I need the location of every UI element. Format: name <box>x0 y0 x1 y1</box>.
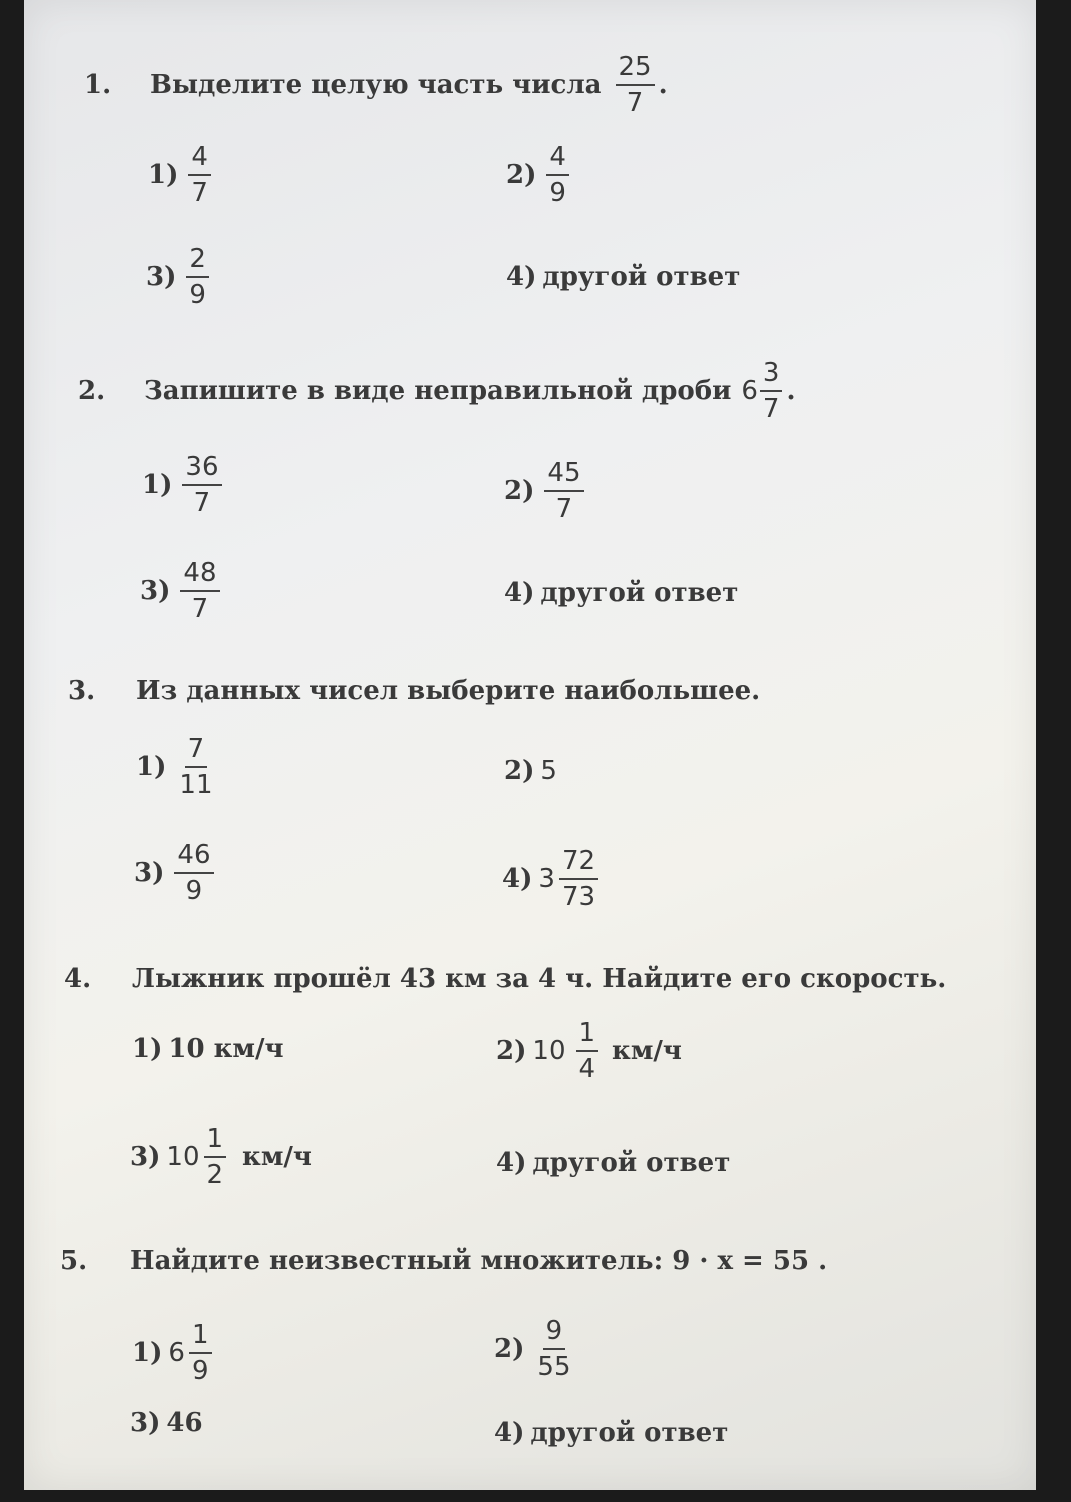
option-3-3[interactable] <box>134 838 218 908</box>
option-label: 4) <box>494 1418 525 1448</box>
option-label: 4) <box>504 578 535 608</box>
denominator: 7 <box>193 488 211 518</box>
question-number: 3. <box>68 676 96 706</box>
option-2-3[interactable] <box>140 556 224 626</box>
option-1-3[interactable] <box>146 242 213 312</box>
question-3-text: Из данных чисел выберите наибольшее. <box>136 676 761 706</box>
option-label: 3) <box>130 1408 161 1438</box>
option-unit: км/ч <box>242 1142 312 1172</box>
option-label: 2) <box>496 1036 527 1066</box>
numerator: 48 <box>180 556 219 592</box>
option-4-3[interactable] <box>130 1122 312 1192</box>
option-2-4[interactable] <box>504 578 738 608</box>
option-fraction <box>174 838 213 908</box>
option-fraction <box>176 732 215 802</box>
option-fraction <box>186 242 209 312</box>
denominator: 2 <box>206 1160 224 1190</box>
denominator: 9 <box>549 178 566 208</box>
option-label: 1) <box>132 1034 163 1064</box>
option-label: 3) <box>134 858 165 888</box>
numerator: 46 <box>174 838 213 874</box>
option-3-4[interactable] <box>502 844 602 914</box>
numerator: 3 <box>760 356 783 392</box>
numerator: 36 <box>182 450 221 486</box>
denominator: 4 <box>578 1054 596 1084</box>
numerator: 4 <box>546 140 569 176</box>
option-1-4[interactable] <box>506 262 740 292</box>
option-fraction <box>576 1016 599 1086</box>
option-label: 1) <box>136 752 167 782</box>
option-fraction <box>188 140 211 210</box>
option-label: 2) <box>504 756 535 786</box>
denominator: 73 <box>561 882 596 912</box>
question-1 <box>150 50 668 120</box>
question-2 <box>144 356 796 426</box>
option-1-1[interactable] <box>148 140 215 210</box>
mixed-whole: 6 <box>168 1338 185 1368</box>
option-label: 3) <box>140 576 171 606</box>
option-4-1[interactable] <box>132 1034 284 1064</box>
question-number: 2. <box>78 376 106 406</box>
option-label: 2) <box>494 1334 525 1364</box>
option-fraction <box>182 450 221 520</box>
option-label: 4) <box>496 1148 527 1178</box>
question-number: 1. <box>84 70 112 100</box>
period: . <box>786 376 796 406</box>
denominator: 7 <box>191 594 209 624</box>
denominator: 7 <box>762 394 780 424</box>
mixed-whole: 10 <box>166 1142 200 1172</box>
mixed-whole: 6 <box>741 376 758 406</box>
question-text: Выделите целую часть числа <box>150 70 602 100</box>
option-fraction <box>546 140 569 210</box>
numerator: 9 <box>543 1314 566 1350</box>
option-5-3[interactable] <box>130 1408 203 1438</box>
mixed-whole: 3 <box>538 864 555 894</box>
option-label: 2) <box>506 160 537 190</box>
option-label: 1) <box>132 1338 163 1368</box>
option-5-4[interactable] <box>494 1418 728 1448</box>
option-label: 3) <box>146 262 177 292</box>
numerator: 72 <box>559 844 598 880</box>
question-number: 4. <box>64 964 92 994</box>
option-text: 10 км/ч <box>168 1034 284 1064</box>
option-2-1[interactable] <box>142 450 226 520</box>
numerator: 1 <box>189 1318 212 1354</box>
option-1-2[interactable] <box>506 140 573 210</box>
denominator: 7 <box>191 178 208 208</box>
option-label: 1) <box>142 470 173 500</box>
denominator: 55 <box>537 1352 571 1382</box>
period: . <box>658 70 668 100</box>
option-fraction <box>544 456 583 526</box>
numerator: 25 <box>616 50 655 86</box>
question-number: 5. <box>60 1246 88 1276</box>
option-fraction <box>189 1318 212 1388</box>
option-4-2[interactable] <box>496 1016 682 1086</box>
denominator: 7 <box>626 88 644 118</box>
question-fraction <box>760 356 783 426</box>
option-3-1[interactable] <box>136 732 220 802</box>
option-4-4[interactable] <box>496 1148 730 1178</box>
option-text: 5 <box>540 756 557 786</box>
option-fraction <box>204 1122 227 1192</box>
numerator: 1 <box>576 1016 599 1052</box>
numerator: 45 <box>544 456 583 492</box>
question-text: Запишите в виде неправильной дроби <box>144 376 732 406</box>
option-3-2[interactable] <box>504 756 557 786</box>
numerator: 2 <box>186 242 209 278</box>
denominator: 9 <box>191 1356 209 1386</box>
option-text: 46 <box>166 1408 203 1438</box>
option-label: 4) <box>506 262 537 292</box>
option-fraction <box>180 556 219 626</box>
option-label: 2) <box>504 476 535 506</box>
option-label: 1) <box>148 160 179 190</box>
option-fraction <box>534 1314 573 1384</box>
option-2-2[interactable] <box>504 456 588 526</box>
option-text: другой ответ <box>542 262 741 292</box>
numerator: 1 <box>204 1122 227 1158</box>
option-5-1[interactable] <box>132 1318 216 1388</box>
option-text: другой ответ <box>540 578 739 608</box>
option-unit: км/ч <box>612 1036 682 1066</box>
denominator: 9 <box>189 280 206 310</box>
denominator: 11 <box>179 770 213 800</box>
option-fraction <box>559 844 598 914</box>
numerator: 4 <box>188 140 211 176</box>
numerator: 7 <box>185 732 208 768</box>
worksheet-page <box>24 0 1036 1490</box>
option-text: другой ответ <box>532 1148 731 1178</box>
denominator: 9 <box>185 876 203 906</box>
question-5-text: Найдите неизвестный множитель: 9 · x = 55 . <box>130 1246 828 1276</box>
question-4-text: Лыжник прошёл 43 км за 4 ч. Найдите его скорость. <box>132 964 947 994</box>
option-text: другой ответ <box>530 1418 729 1448</box>
mixed-whole: 10 <box>532 1036 566 1066</box>
option-label: 3) <box>130 1142 161 1172</box>
option-5-2[interactable] <box>494 1314 578 1384</box>
question-fraction <box>616 50 655 120</box>
option-label: 4) <box>502 864 533 894</box>
denominator: 7 <box>555 494 573 524</box>
